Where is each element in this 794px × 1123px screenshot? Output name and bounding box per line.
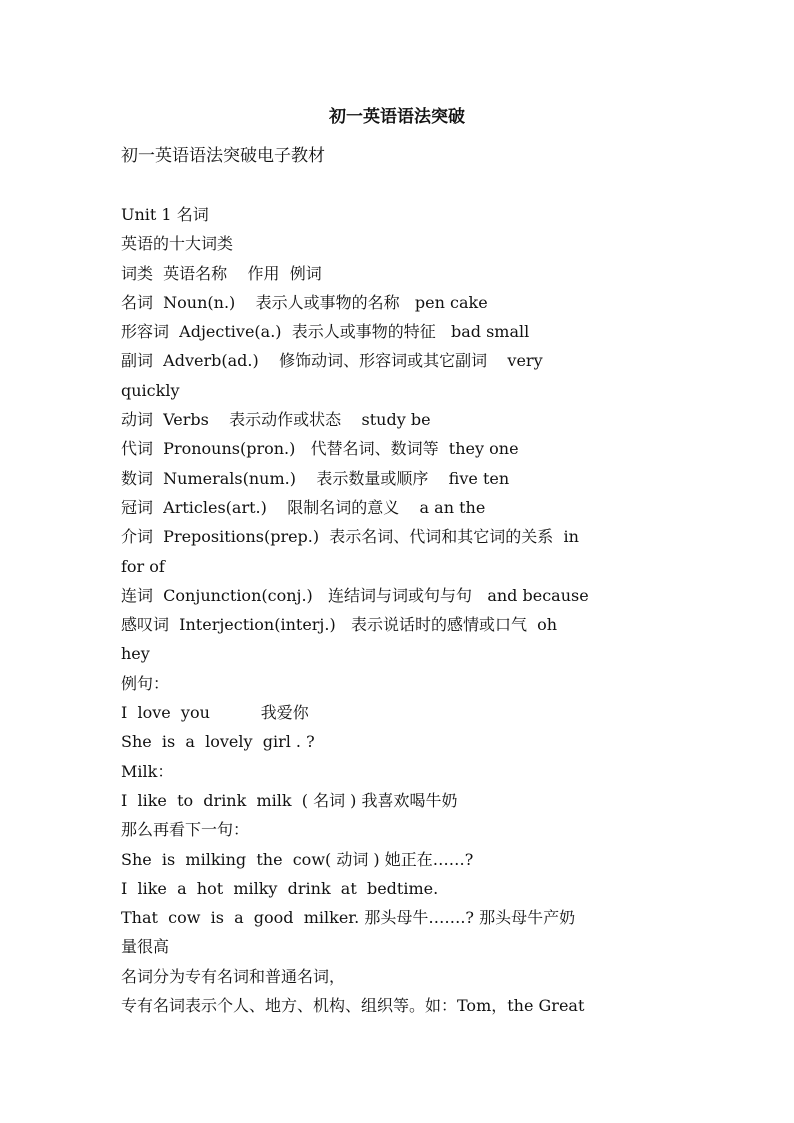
text-line: 代词 Pronouns(pron.) 代替名词、数词等 they one <box>121 439 519 459</box>
text-line: 名词 Noun(n.) 表示人或事物的名称 pen cake <box>121 292 488 312</box>
text-line: 专有名词表示个人、地方、机构、组织等。如：Tom，the Great <box>121 996 585 1016</box>
text-line: 英语的十大词类 <box>121 234 234 254</box>
text-line: 例句： <box>121 673 170 693</box>
text-line: 形容词 Adjective(a.) 表示人或事物的特征 bad small <box>121 322 530 342</box>
text-line: 数词 Numerals(num.) 表示数量或顺序 five ten <box>121 468 510 488</box>
document-subtitle: 初一英语语法突破电子教材 <box>121 146 325 166</box>
text-line: for of <box>121 556 165 576</box>
text-line: She is a lovely girl . ? <box>121 732 315 752</box>
text-line: 量很高 <box>121 937 170 957</box>
text-line: 副词 Adverb(ad.) 修饰动词、形容词或其它副词 very <box>121 351 543 371</box>
text-line: Unit 1 名词 <box>121 205 209 224</box>
document-title: 初一英语语法突破 <box>329 107 465 127</box>
text-line: hey <box>121 644 150 664</box>
document-body <box>121 200 681 1020</box>
text-line: 词类 英语名称 作用 例词 <box>121 263 322 283</box>
text-line: 连词 Conjunction(conj.) 连结词与词或句与句 and because <box>121 585 589 605</box>
text-line: 冠词 Articles(art.) 限制名词的意义 a an the <box>121 497 486 517</box>
text-line: 动词 Verbs 表示动作或状态 study be <box>121 410 431 430</box>
text-line: That cow is a good milker. 那头母牛…….? 那头母牛产奶 <box>121 908 576 928</box>
text-line: I love you 我爱你 <box>121 703 309 723</box>
text-line: Milk： <box>121 761 174 781</box>
text-line: 那么再看下一句： <box>121 820 250 840</box>
text-line: 名词分为专有名词和普通名词， <box>121 966 346 986</box>
text-line: She is milking the cow( 动词 ) 她正在……? <box>121 849 474 869</box>
text-line: I like a hot milky drink at bedtime. <box>121 878 439 898</box>
text-line: I like to drink milk ( 名词 ) 我喜欢喝牛奶 <box>121 790 458 810</box>
text-line: quickly <box>121 380 180 400</box>
text-line: 介词 Prepositions(prep.) 表示名词、代词和其它词的关系 in <box>121 527 579 547</box>
text-line: 感叹词 Interjection(interj.) 表示说话时的感情或口气 oh <box>121 615 558 635</box>
